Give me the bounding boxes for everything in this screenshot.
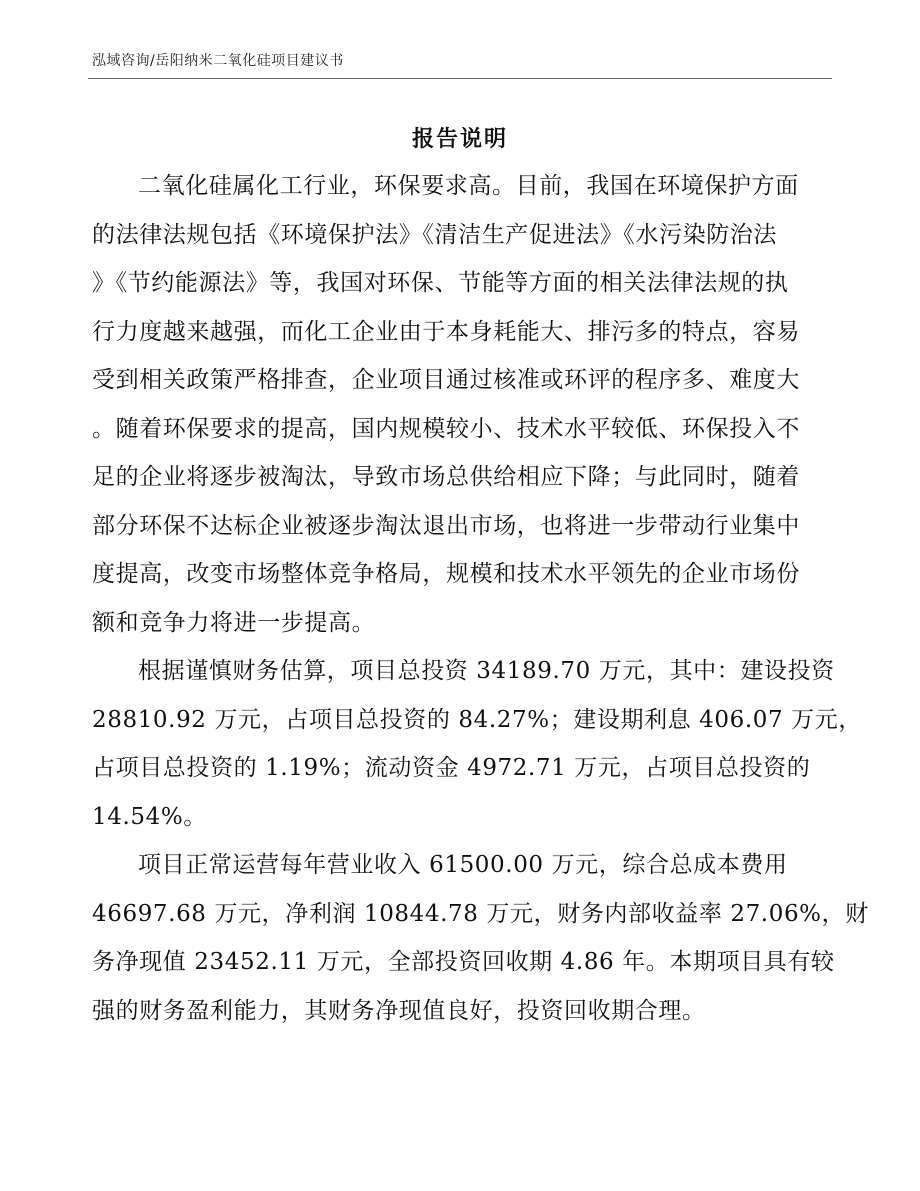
text-line: 。随着环保要求的提高，国内规模较小、技术水平较低、环保投入不 bbox=[92, 415, 800, 442]
text-line: 受到相关政策严格排查，企业项目通过核准或环评的程序多、难度大 bbox=[92, 367, 800, 393]
text-line: 项目正常运营每年营业收入 61500.00 万元，综合总成本费用 bbox=[138, 852, 788, 878]
text-line: 足的企业将逐步被淘汰，导致市场总供给相应下降；与此同时，随着 bbox=[92, 464, 800, 490]
text-line: 额和竞争力将进一步提高。 bbox=[92, 609, 376, 636]
text-line: 务净现值 23452.11 万元，全部投资回收期 4.86 年。本期项目具有较 bbox=[92, 949, 835, 975]
paragraph-revenue bbox=[92, 841, 869, 1035]
text-line: 的法律法规包括《环境保护法》《清洁生产促进法》《水污染防治法 bbox=[92, 221, 777, 248]
text-line: 28810.92 万元，占项目总投资的 84.27%；建设期利息 406.07 万元， bbox=[92, 706, 862, 733]
text-line: 强的财务盈利能力，其财务净现值良好，投资回收期合理。 bbox=[92, 997, 706, 1024]
text-line: 度提高，改变市场整体竞争格局，规模和技术水平领先的企业市场份 bbox=[92, 561, 800, 587]
section-title: 报告说明 bbox=[411, 127, 508, 152]
text-line: 占项目总投资的 1.19%；流动资金 4972.71 万元，占项目总投资的 bbox=[92, 755, 811, 781]
text-line: 46697.68 万元，净利润 10844.78 万元，财务内部收益率 27.06%，财 bbox=[92, 900, 869, 927]
paragraph-investment bbox=[92, 647, 862, 841]
paragraph-environment bbox=[92, 162, 832, 647]
text-line: 》《节约能源法》等，我国对环保、节能等方面的相关法律法规的执 bbox=[92, 270, 789, 296]
text-line: 根据谨慎财务估算，项目总投资 34189.70 万元，其中：建设投资 bbox=[138, 658, 835, 684]
document-header: 泓域咨询/岳阳纳米二氧化硅项目建议书 bbox=[92, 53, 344, 69]
text-line: 二氧化硅属化工行业，环保要求高。目前，我国在环境保护方面 bbox=[138, 173, 799, 199]
report-body bbox=[92, 162, 869, 1035]
text-line: 行力度越来越强，而化工企业由于本身耗能大、排污多的特点，容易 bbox=[92, 318, 800, 345]
text-line: 部分环保不达标企业被逐步淘汰退出市场，也将进一步带动行业集中 bbox=[92, 512, 800, 539]
header-divider bbox=[88, 78, 832, 79]
text-line: 14.54%。 bbox=[92, 803, 207, 830]
